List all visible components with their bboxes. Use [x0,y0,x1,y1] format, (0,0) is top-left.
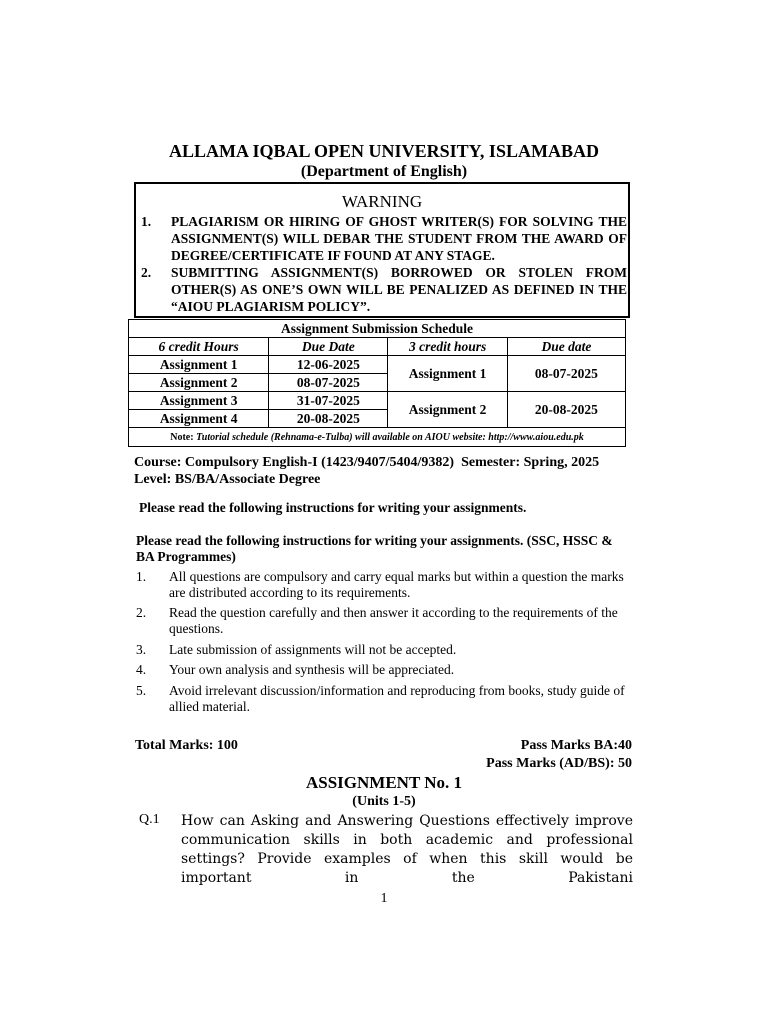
pass-marks-ba: Pass Marks BA:40 [520,738,632,753]
list-text: Your own analysis and synthesis will be appreciated. [169,662,455,677]
six-credit-due-date: 12-06-2025 [269,356,388,374]
list-text: Late submission of assignments will not be accepted. [169,642,457,657]
list-number: 5. [136,683,147,698]
six-credit-assignment: Assignment 2 [129,374,269,392]
instructions-intro-programmes: Please read the following instructions for writing your assignments. (SSC, HSSC & BA Programmes) [136,533,613,564]
pass-marks-ad-bs: Pass Marks (AD/BS): 50 [486,756,632,771]
six-credit-assignment: Assignment 4 [129,410,269,428]
note-label: Note: [170,431,194,443]
column-header: 3 credit hours [388,338,507,356]
column-header: 6 credit Hours [129,338,269,356]
schedule-title: Assignment Submission Schedule [129,320,626,338]
three-credit-due-date: 08-07-2025 [507,356,625,392]
department-subtitle: (Department of English) [300,163,468,180]
six-credit-assignment: Assignment 3 [129,392,269,410]
question-text: How can Asking and Answering Questions effectively improve communication skills in both academic and professional settings? Provide examples of when this skill would be important in the Pakistani [181,813,633,886]
page-number: 1 [380,891,388,906]
list-number: 4. [136,662,147,677]
list-number: 3. [136,642,147,657]
level-info: Level: BS/BA/Associate Degree [134,472,321,487]
warning-item-number: 2. [141,265,152,280]
table-row [129,392,626,410]
column-header: Due date [507,338,625,356]
list-number: 1. [136,569,147,584]
submission-schedule-table [128,319,626,447]
six-credit-due-date: 31-07-2025 [269,392,388,410]
warning-box [134,182,630,318]
assignment-title: ASSIGNMENT No. 1 [305,773,463,792]
three-credit-assignment: Assignment 1 [388,356,507,392]
six-credit-due-date: 08-07-2025 [269,374,388,392]
question-number: Q.1 [139,812,160,827]
assignment-units: (Units 1-5) [352,794,416,809]
list-text: Avoid irrelevant discussion/information and reproducing from books, study guide of allied material. [169,683,625,714]
course-info: Course: Compulsory English-I (1423/9407/5404/9382) Semester: Spring, 2025 [134,455,600,470]
list-number: 2. [136,605,147,620]
three-credit-due-date: 20-08-2025 [507,392,625,428]
total-marks: Total Marks: 100 [135,738,238,753]
warning-title: WARNING [341,192,423,211]
schedule-header-row [129,338,626,356]
list-text: All questions are compulsory and carry equal marks but within a question the marks are distributed according to its requirements. [169,569,624,600]
schedule-note [129,428,626,447]
university-title: ALLAMA IQBAL OPEN UNIVERSITY, ISLAMABAD [169,141,599,161]
warning-item-number: 1. [141,214,152,229]
note-text: Tutorial schedule (Rehnama-e-Tulba) will available on AIOU website: http://www.aiou.edu.pk [196,431,584,443]
three-credit-assignment: Assignment 2 [388,392,507,428]
warning-item-text: PLAGIARISM OR HIRING OF GHOST WRITER(S) FOR SOLVING THE ASSIGNMENT(S) WILL DEBAR THE STUDENT FROM THE AWARD OF DEGREE/CERTIFICATE IF FOUND AT ANY STAGE. [171,214,627,263]
instructions-intro: Please read the following instructions for writing your assignments. [139,500,527,515]
six-credit-assignment: Assignment 1 [129,356,269,374]
list-text: Read the question carefully and then answer it according to the requirements of the questions. [169,605,618,636]
warning-item-text: SUBMITTING ASSIGNMENT(S) BORROWED OR STOLEN FROM OTHER(S) AS ONE’S OWN WILL BE PENALIZED AS DEFINED IN THE “AIOU PLAGIARISM POLICY”. [171,265,627,314]
six-credit-due-date: 20-08-2025 [269,410,388,428]
column-header: Due Date [269,338,388,356]
table-row [129,356,626,374]
